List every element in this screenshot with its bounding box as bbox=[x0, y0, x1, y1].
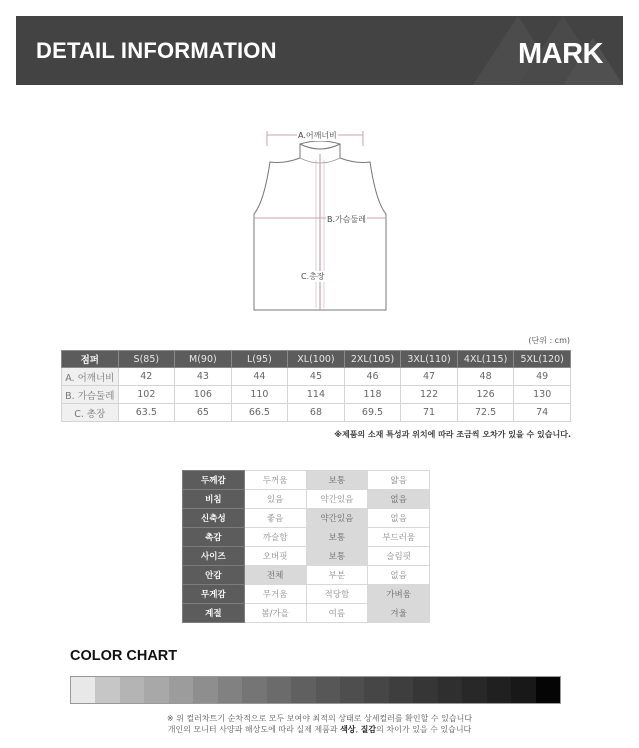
size-row bbox=[62, 404, 571, 422]
size-col-header: XL(100) bbox=[288, 351, 345, 368]
footnote-text: 개인의 모니터 사양과 해상도에 따라 실제 제품과 bbox=[167, 725, 341, 734]
fabric-option-selected: 겨울 bbox=[368, 604, 430, 623]
size-row bbox=[62, 386, 571, 404]
size-cell: 65 bbox=[175, 404, 232, 422]
fabric-option: 부드러움 bbox=[368, 528, 430, 547]
color-swatch bbox=[144, 677, 168, 703]
size-cell: 102 bbox=[118, 386, 175, 404]
fabric-option: 얇음 bbox=[368, 471, 430, 490]
size-cell: 110 bbox=[231, 386, 288, 404]
size-header-row bbox=[62, 351, 571, 368]
size-col-header: 3XL(110) bbox=[401, 351, 458, 368]
fabric-feel-row bbox=[183, 547, 430, 566]
size-cell: 49 bbox=[514, 368, 571, 386]
size-col-header: M(90) bbox=[175, 351, 232, 368]
size-row bbox=[62, 368, 571, 386]
fabric-attribute-label: 촉감 bbox=[183, 528, 245, 547]
color-swatch bbox=[316, 677, 340, 703]
size-cell: 72.5 bbox=[457, 404, 514, 422]
tolerance-note: ※제품의 소재 특성과 위치에 따라 조금씩 오차가 있을 수 있습니다. bbox=[334, 430, 571, 439]
size-row-label: C. 총장 bbox=[62, 404, 119, 422]
color-swatch bbox=[536, 677, 560, 703]
size-col-header: 4XL(115) bbox=[457, 351, 514, 368]
size-cell: 114 bbox=[288, 386, 345, 404]
fabric-attribute-label: 안감 bbox=[183, 566, 245, 585]
fabric-attribute-label: 신축성 bbox=[183, 509, 245, 528]
fabric-option: 무거움 bbox=[244, 585, 306, 604]
footnote-text: 의 차이가 있을 수 있습니다 bbox=[376, 725, 472, 734]
size-cell: 43 bbox=[175, 368, 232, 386]
color-chart-strip bbox=[70, 676, 561, 704]
size-col-header: 5XL(120) bbox=[514, 351, 571, 368]
color-swatch bbox=[340, 677, 364, 703]
color-swatch bbox=[169, 677, 193, 703]
size-row-label: B. 가슴둘레 bbox=[62, 386, 119, 404]
vest-diagram bbox=[240, 122, 400, 317]
size-cell: 42 bbox=[118, 368, 175, 386]
color-chart-title: COLOR CHART bbox=[70, 648, 178, 664]
size-col-header: 2XL(105) bbox=[344, 351, 401, 368]
size-cell: 45 bbox=[288, 368, 345, 386]
size-col-header: S(85) bbox=[118, 351, 175, 368]
fabric-attribute-label: 무게감 bbox=[183, 585, 245, 604]
fabric-option-selected: 가벼움 bbox=[368, 585, 430, 604]
vest-outline-icon bbox=[240, 122, 400, 317]
size-cell: 66.5 bbox=[231, 404, 288, 422]
size-row-label: A. 어깨너비 bbox=[62, 368, 119, 386]
fabric-option: 있음 bbox=[244, 490, 306, 509]
size-col-header: L(95) bbox=[231, 351, 288, 368]
brand-logo: MARK bbox=[518, 38, 603, 70]
header-banner bbox=[16, 16, 623, 85]
size-cell: 126 bbox=[457, 386, 514, 404]
fabric-feel-row bbox=[183, 471, 430, 490]
fabric-option: 까슬함 bbox=[244, 528, 306, 547]
size-cell: 46 bbox=[344, 368, 401, 386]
color-swatch bbox=[95, 677, 119, 703]
fabric-option: 좋음 bbox=[244, 509, 306, 528]
size-cell: 69.5 bbox=[344, 404, 401, 422]
shoulder-label: A.어깨너비 bbox=[298, 131, 337, 140]
fabric-feel-row bbox=[183, 585, 430, 604]
size-col-header: 점퍼 bbox=[62, 351, 119, 368]
size-cell: 48 bbox=[457, 368, 514, 386]
size-cell: 44 bbox=[231, 368, 288, 386]
color-swatch bbox=[511, 677, 535, 703]
fabric-option: 여름 bbox=[306, 604, 368, 623]
fabric-option: 오버핏 bbox=[244, 547, 306, 566]
color-swatch bbox=[242, 677, 266, 703]
color-footnote-line2 bbox=[0, 724, 639, 735]
fabric-feel-row bbox=[183, 490, 430, 509]
fabric-option-selected: 보통 bbox=[306, 547, 368, 566]
color-swatch bbox=[267, 677, 291, 703]
fabric-attribute-label: 비침 bbox=[183, 490, 245, 509]
page-title: DETAIL INFORMATION bbox=[36, 38, 277, 63]
fabric-attribute-label: 계절 bbox=[183, 604, 245, 623]
size-cell: 118 bbox=[344, 386, 401, 404]
size-cell: 106 bbox=[175, 386, 232, 404]
fabric-option: 부분 bbox=[306, 566, 368, 585]
size-cell: 122 bbox=[401, 386, 458, 404]
color-swatch bbox=[71, 677, 95, 703]
footnote-text: , bbox=[355, 725, 361, 734]
fabric-option-selected: 보통 bbox=[306, 471, 368, 490]
fabric-option: 약간있음 bbox=[306, 490, 368, 509]
color-swatch bbox=[487, 677, 511, 703]
size-cell: 71 bbox=[401, 404, 458, 422]
fabric-option: 없음 bbox=[368, 566, 430, 585]
fabric-feel-row bbox=[183, 604, 430, 623]
color-swatch bbox=[389, 677, 413, 703]
size-cell: 130 bbox=[514, 386, 571, 404]
size-cell: 47 bbox=[401, 368, 458, 386]
fabric-option: 봄/가을 bbox=[244, 604, 306, 623]
color-swatch bbox=[438, 677, 462, 703]
footnote-bold-color: 색상 bbox=[340, 725, 356, 734]
color-swatch bbox=[364, 677, 388, 703]
unit-note: (단위 : cm) bbox=[528, 336, 570, 345]
footnote-bold-texture: 질감 bbox=[360, 725, 377, 734]
fabric-option-selected: 약간있음 bbox=[306, 509, 368, 528]
fabric-feel-row bbox=[183, 528, 430, 547]
color-swatch bbox=[120, 677, 144, 703]
fabric-feel-table bbox=[182, 470, 430, 623]
size-cell: 74 bbox=[514, 404, 571, 422]
color-swatch bbox=[462, 677, 486, 703]
fabric-feel-row bbox=[183, 509, 430, 528]
fabric-option-selected: 보통 bbox=[306, 528, 368, 547]
length-label: C.총장 bbox=[301, 272, 325, 281]
size-table bbox=[61, 350, 571, 422]
fabric-attribute-label: 사이즈 bbox=[183, 547, 245, 566]
fabric-option-selected: 없음 bbox=[368, 490, 430, 509]
color-swatch bbox=[291, 677, 315, 703]
color-footnote-line1: ※ 위 컬러차트기 순차적으로 모두 보여야 최적의 상태로 상세컬러를 확인할 수 있습니다 bbox=[166, 714, 473, 723]
color-swatch bbox=[193, 677, 217, 703]
fabric-option-selected: 전체 bbox=[244, 566, 306, 585]
fabric-option: 슬림핏 bbox=[368, 547, 430, 566]
fabric-feel-row bbox=[183, 566, 430, 585]
fabric-option: 적당함 bbox=[306, 585, 368, 604]
fabric-option: 두꺼움 bbox=[244, 471, 306, 490]
color-swatch bbox=[218, 677, 242, 703]
size-cell: 63.5 bbox=[118, 404, 175, 422]
color-swatch bbox=[413, 677, 437, 703]
size-cell: 68 bbox=[288, 404, 345, 422]
fabric-option: 없음 bbox=[368, 509, 430, 528]
fabric-attribute-label: 두께감 bbox=[183, 471, 245, 490]
chest-label: B.가슴둘레 bbox=[327, 215, 366, 224]
